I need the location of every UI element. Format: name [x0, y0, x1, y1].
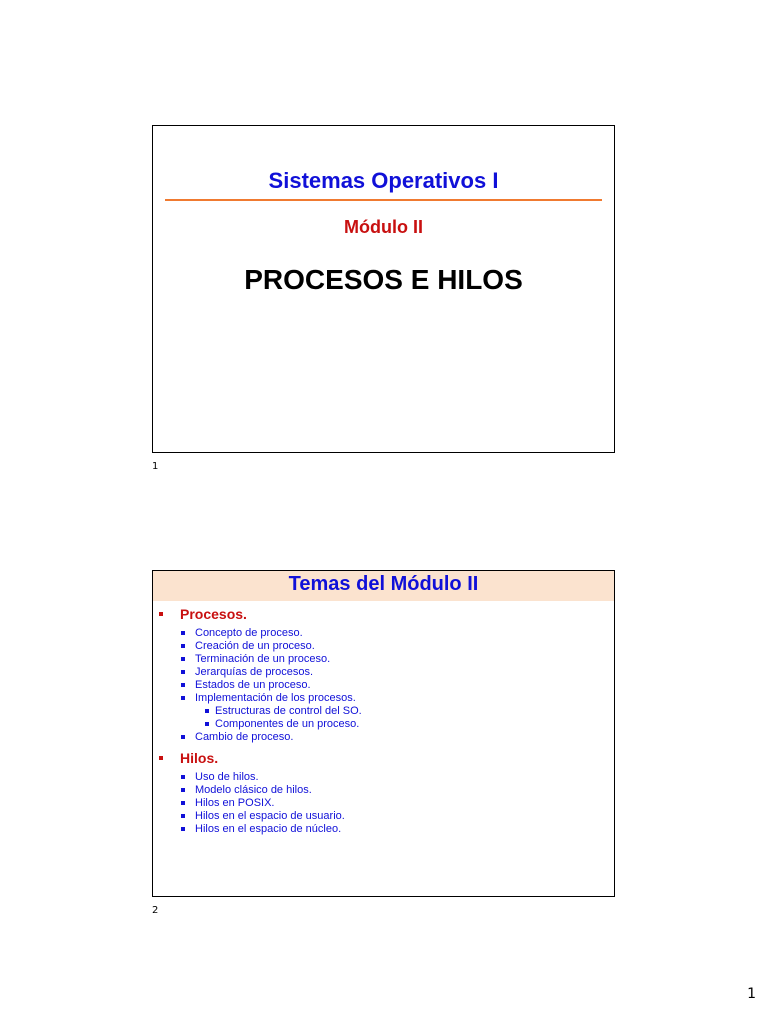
list-item-label: Modelo clásico de hilos. [195, 784, 312, 796]
list-item [153, 653, 614, 666]
list-item-label: Cambio de proceso. [195, 731, 294, 743]
list-item-label: Terminación de un proceso. [195, 653, 331, 665]
page-number: 1 [747, 986, 756, 1002]
list-item-label: Jerarquías de procesos. [195, 666, 314, 678]
slide-main-title: PROCESOS E HILOS [244, 264, 523, 295]
list-item-label: Concepto de proceso. [195, 627, 303, 639]
list-item [153, 640, 614, 653]
list-item-label: Estados de un proceso. [195, 679, 311, 691]
slide-title: Sistemas Operativos I [268, 168, 499, 193]
square-bullet-icon [181, 735, 185, 739]
slide-2 [152, 570, 615, 897]
topic-list [153, 603, 614, 836]
square-bullet-icon [181, 827, 185, 831]
sub-list-item-label: Estructuras de control del SO. [215, 705, 362, 717]
section-heading [153, 605, 614, 624]
square-bullet-icon [181, 644, 185, 648]
square-bullet-icon [181, 657, 185, 661]
list-item [153, 797, 614, 810]
slide-number: 2 [152, 905, 159, 916]
square-bullet-icon [159, 756, 163, 760]
section-heading [153, 749, 614, 768]
list-item-label: Hilos en el espacio de usuario. [195, 810, 345, 822]
square-bullet-icon [181, 814, 185, 818]
slide-1 [152, 125, 615, 453]
square-bullet-icon [205, 709, 209, 713]
list-item-label: Implementación de los procesos. [195, 692, 356, 704]
list-item [153, 627, 614, 640]
list-item-label: Uso de hilos. [195, 771, 259, 783]
sub-list-item [153, 718, 614, 731]
section-heading-label: Hilos. [180, 750, 219, 766]
list-item [153, 679, 614, 692]
section-heading-label: Procesos. [180, 606, 247, 622]
slide-title: Temas del Módulo II [288, 573, 479, 595]
list-item-label: Hilos en el espacio de núcleo. [195, 823, 342, 835]
list-item [153, 692, 614, 705]
list-item-label: Creación de un proceso. [195, 640, 315, 652]
list-item [153, 666, 614, 679]
list-item [153, 731, 614, 744]
list-item [153, 823, 614, 836]
list-item [153, 810, 614, 823]
square-bullet-icon [181, 775, 185, 779]
square-bullet-icon [181, 683, 185, 687]
square-bullet-icon [205, 722, 209, 726]
square-bullet-icon [181, 696, 185, 700]
square-bullet-icon [181, 631, 185, 635]
sub-list-item-label: Componentes de un proceso. [215, 718, 360, 730]
slide-subtitle: Módulo II [344, 217, 423, 237]
list-item-label: Hilos en POSIX. [195, 797, 275, 809]
square-bullet-icon [181, 670, 185, 674]
slide-header [153, 571, 614, 601]
list-item [153, 784, 614, 797]
slide-number: 1 [152, 461, 159, 472]
title-divider [165, 199, 602, 201]
square-bullet-icon [181, 801, 185, 805]
list-item [153, 771, 614, 784]
square-bullet-icon [181, 788, 185, 792]
sub-list-item [153, 705, 614, 718]
square-bullet-icon [159, 612, 163, 616]
